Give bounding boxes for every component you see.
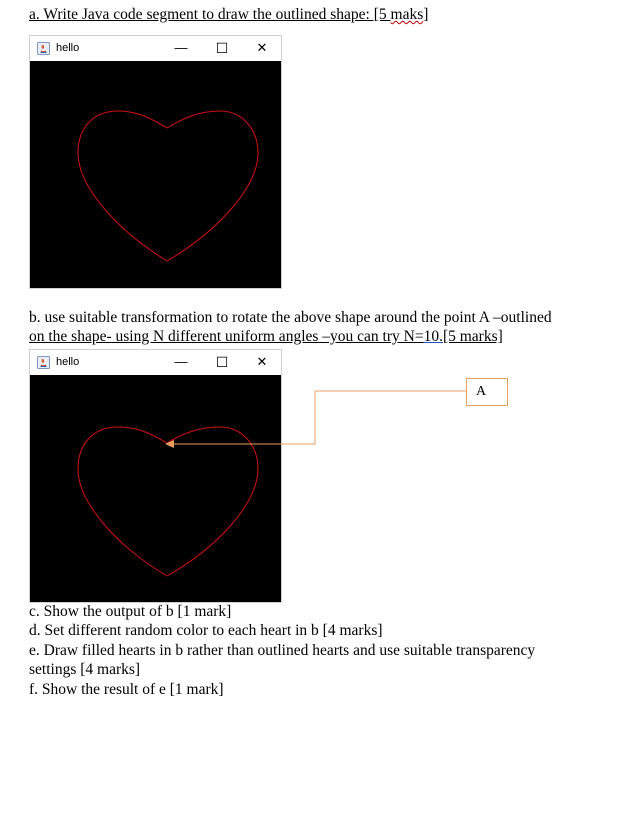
question-a-text: a. Write Java code segment to draw the outlined shape: [5	[29, 6, 391, 23]
close-icon[interactable]: ✕	[256, 354, 268, 369]
question-a	[29, 6, 428, 24]
callout-label-a: A	[466, 378, 508, 406]
canvas-a	[30, 61, 281, 288]
maximize-icon[interactable]: ☐	[215, 354, 229, 370]
canvas-b	[30, 375, 281, 602]
minimize-icon[interactable]: —	[174, 354, 188, 369]
question-f: f. Show the result of e [1 mark]	[29, 681, 224, 698]
window-b-titlebar[interactable]	[30, 350, 281, 375]
question-a-tail: ]	[423, 6, 429, 23]
question-c: c. Show the output of b [1 mark]	[29, 603, 232, 620]
window-a-title: hello	[56, 42, 80, 54]
java-app-icon	[37, 356, 50, 369]
question-a-misspelled: maks	[390, 6, 424, 23]
java-app-icon	[37, 42, 50, 55]
window-a-titlebar[interactable]	[30, 36, 281, 61]
minimize-icon[interactable]: —	[174, 40, 188, 55]
question-e-line2: settings [4 marks]	[29, 661, 141, 678]
maximize-icon[interactable]: ☐	[215, 40, 229, 56]
window-b-title: hello	[56, 356, 80, 368]
window-b	[29, 349, 282, 603]
question-b-line2-part2: [5 marks]	[442, 328, 503, 345]
question-e-line1: e. Draw filled hearts in b rather than outlined hearts and use suitable transparency	[29, 642, 536, 659]
question-d: d. Set different random color to each heart in b [4 marks]	[29, 622, 383, 639]
close-icon[interactable]: ✕	[256, 40, 268, 55]
question-b-line2-part1: on the shape- using N different uniform angles –you can try N=	[29, 328, 424, 345]
window-a	[29, 35, 282, 289]
heart-outline-a	[78, 111, 258, 261]
question-b-n-value: 10.	[423, 328, 443, 345]
question-b-line2	[29, 328, 503, 346]
heart-outline-b	[78, 427, 258, 576]
question-b-line1: b. use suitable transformation to rotate the above shape around the point A –outlined	[29, 309, 552, 326]
